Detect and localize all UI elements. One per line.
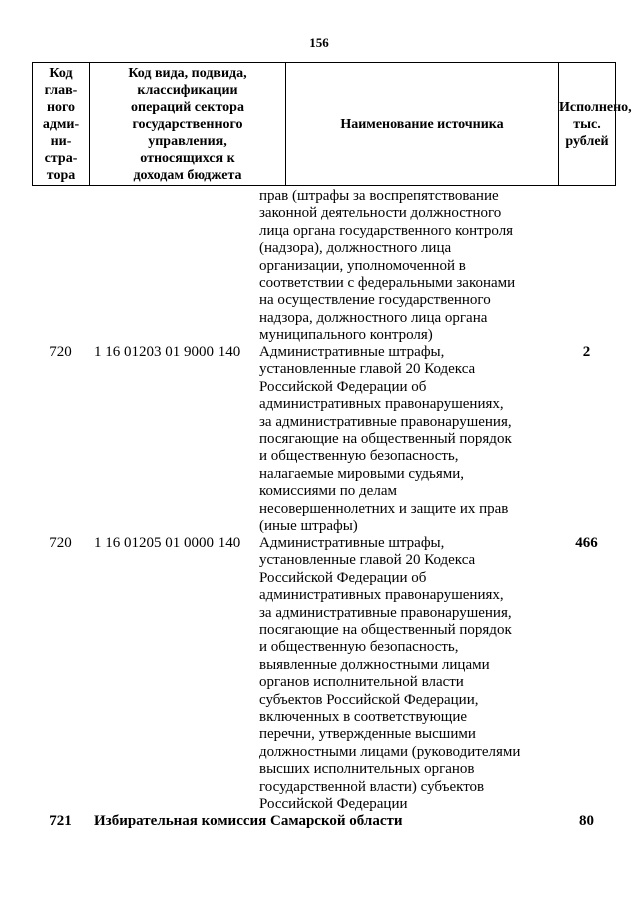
header-classification-line: доходам бюджета — [133, 167, 242, 183]
source-name-line: выявленные должностными лицами — [259, 656, 490, 673]
source-name-line: установленные главой 20 Кодекса — [259, 552, 476, 569]
classification-code: 1 16 01203 01 9000 140 — [94, 344, 241, 360]
source-name-line: Административные штрафы, — [259, 344, 445, 360]
header-source-name: Наименование источника — [286, 63, 559, 186]
header-classification-line: относящихся к — [140, 150, 235, 166]
admin-code: 720 — [49, 535, 72, 551]
source-name-line: (надзора), должностного лица — [259, 240, 452, 257]
amount: 466 — [575, 535, 598, 551]
source-name-line: установленные главой 20 Кодекса — [259, 361, 476, 378]
header-amount-line: тыс. — [573, 116, 601, 132]
table-header — [32, 62, 632, 186]
header-amount — [559, 63, 632, 186]
source-name-line: организации, уполномоченной в — [259, 257, 466, 274]
admin-code: 721 — [49, 813, 72, 829]
admin-code: 720 — [49, 344, 72, 360]
header-admin-code-line: адми- — [42, 116, 80, 132]
header-amount-line: Исполнено, — [559, 99, 632, 115]
header-classification-line: государственного — [132, 116, 243, 132]
source-name-line: несовершеннолетних и защите их прав — [259, 500, 509, 517]
amount: 2 — [582, 344, 591, 360]
source-name-line: надзора, должностного лица органа — [259, 309, 488, 326]
source-name — [259, 344, 534, 535]
source-name-line: субъектов Российской Федерации, — [259, 691, 479, 708]
source-name-line: Российской Федерации об — [259, 378, 427, 395]
source-name — [259, 535, 534, 814]
source-name-line: прав (штрафы за воспрепятствование — [259, 188, 499, 204]
header-admin-code-line: ни- — [50, 133, 72, 149]
source-name — [259, 188, 534, 345]
source-name-line: административных правонарушениях, — [259, 396, 504, 413]
header-admin-code — [33, 63, 90, 186]
header-admin-code-line: тора — [46, 167, 76, 183]
source-name-line: комиссиями по делам — [259, 483, 397, 500]
header-admin-code-line: ного — [46, 99, 76, 115]
source-name-line: высших исполнительных органов — [259, 761, 475, 778]
source-name-line: посягающие на общественный порядок — [259, 431, 512, 448]
source-name-line: на осуществление государственного — [259, 292, 491, 309]
source-name-line: и общественную безопасность, — [259, 639, 459, 656]
source-name-line: налагаемые мировыми судьями, — [259, 465, 465, 482]
header-admin-code-line: стра- — [44, 150, 78, 166]
source-name-line: соответствии с федеральными законами — [259, 275, 516, 292]
source-name-line: за административные правонарушения, — [259, 413, 512, 430]
header-classification-line: операций сектора — [131, 99, 244, 115]
source-name-line: (иные штрафы) — [259, 518, 358, 535]
source-name-line: муниципального контроля) — [259, 327, 433, 344]
source-name-line: Российской Федерации об — [259, 569, 427, 586]
source-name-line: Российской Федерации — [259, 796, 408, 813]
source-name-line: лица органа государственного контроля — [259, 222, 514, 239]
header-admin-code-line: глав- — [44, 82, 78, 98]
classification-code: 1 16 01205 01 0000 140 — [94, 535, 241, 551]
header-classification-line: классификации — [137, 82, 238, 98]
source-name-line: включенных в соответствующие — [259, 709, 468, 726]
source-name-line: перечни, утвержденные высшими — [259, 726, 476, 743]
header-classification-code — [90, 63, 286, 186]
source-name-line: органов исполнительной власти — [259, 674, 464, 691]
source-name-line: должностными лицами (руководителями — [259, 743, 521, 760]
header-admin-code-line: Код — [49, 65, 73, 81]
source-name-line: посягающие на общественный порядок — [259, 622, 512, 639]
source-name-line: законной деятельности должностного — [259, 205, 502, 222]
header-classification-line: управления, — [148, 133, 227, 149]
source-name-line: за административные правонарушения, — [259, 604, 512, 621]
source-name-line: административных правонарушениях, — [259, 587, 504, 604]
source-name-line: Административные штрафы, — [259, 535, 445, 551]
header-classification-line: Код вида, подвида, — [128, 65, 247, 81]
source-name-line: и общественную безопасность, — [259, 448, 459, 465]
amount: 80 — [579, 813, 594, 829]
source-name-line: государственной власти) субъектов — [259, 778, 485, 795]
page-number: 156 — [309, 35, 329, 50]
administrator-name: Избирательная комиссия Самарской области — [94, 813, 403, 829]
header-amount-line: рублей — [565, 133, 609, 149]
